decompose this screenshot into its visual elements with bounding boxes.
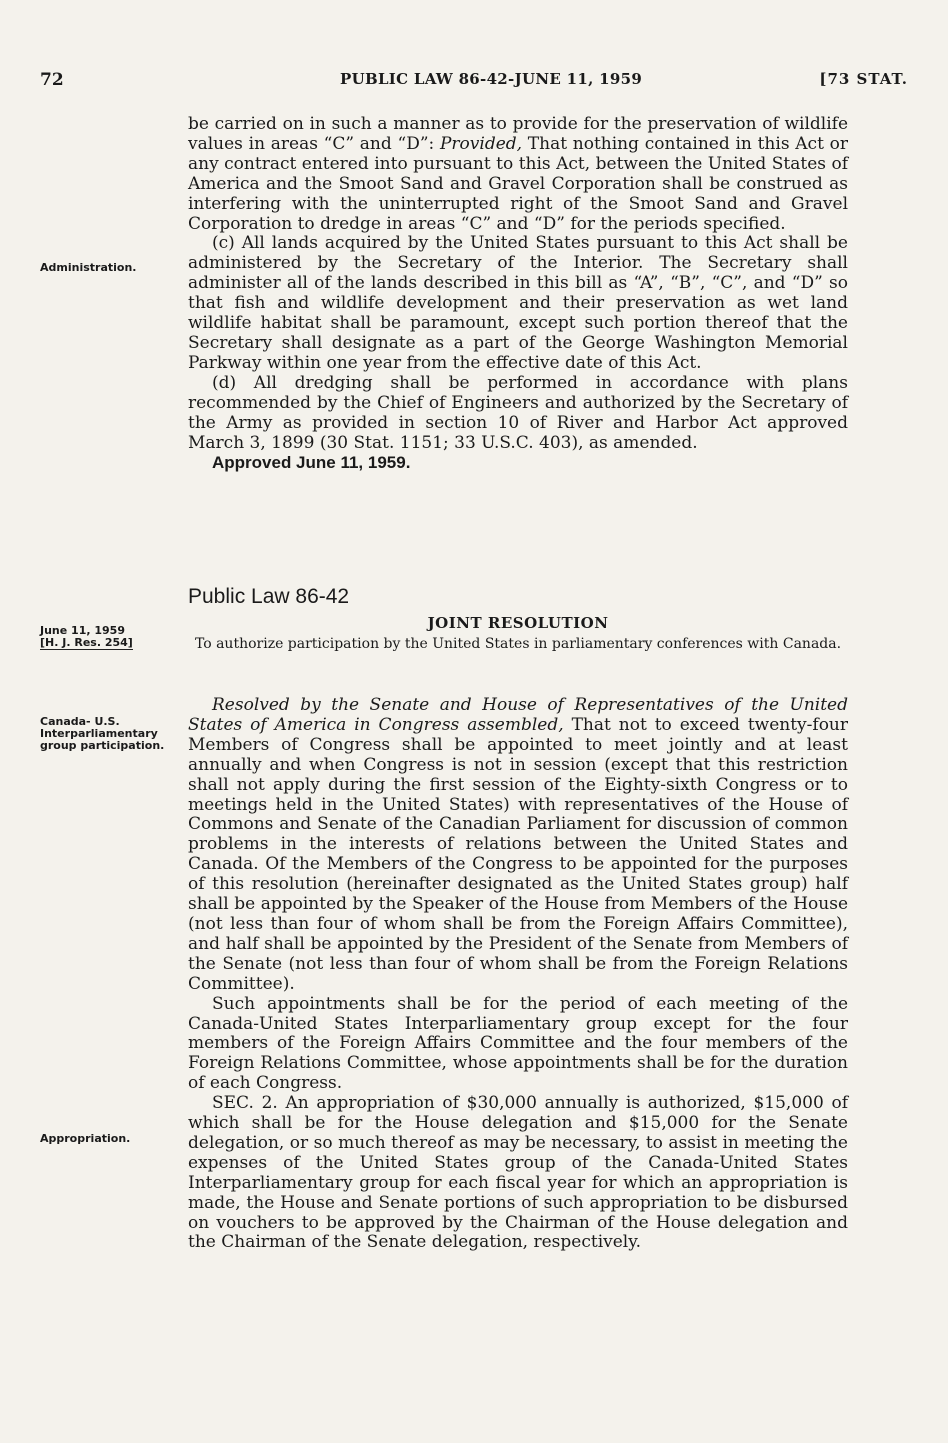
prev-law-body bbox=[188, 115, 848, 473]
margin-note-date: June 11, 1959 bbox=[40, 624, 125, 637]
public-law-title: Public Law 86-42 bbox=[188, 585, 350, 608]
page-header bbox=[40, 70, 908, 94]
appointments-paragraph: Such appointments shall be for the period of each meeting of the Canada-United States Interparliamentary group except for the four members of the Foreign Affairs Committee and the four members of the Foreign Relations Committee, whose appointments shall be for the duration of each Congress. bbox=[188, 993, 848, 1094]
margin-note-appropriation: Appropriation. bbox=[40, 1132, 131, 1145]
running-title: PUBLIC LAW 86-42-JUNE 11, 1959 bbox=[340, 70, 643, 88]
paragraph-continuation: be carried on in such a manner as to provide for the preservation of wildlife values in areas “C” and “D”: Provided, That nothing contained in this Act or any contract entered into pursuant to this Act, between the United States of America and the Smoot Sand and Gravel Corporation shall be construed as interfering with the uninterrupted right of the Smoot Sand and Gravel Corporation to dredge in areas “C” and “D” for the periods specified. bbox=[188, 114, 848, 234]
page-number: 72 bbox=[40, 70, 64, 90]
approved-date: Approved June 11, 1959. bbox=[212, 453, 411, 473]
joint-resolution-heading: JOINT RESOLUTION bbox=[427, 614, 609, 632]
new-law-body bbox=[188, 696, 848, 1253]
margin-note-canada-group: Canada- U.S. Interparliamentary group participation. bbox=[40, 715, 165, 752]
paragraph-d: (d) All dredging shall be performed in accordance with plans recommended by the Chief of Engineers and authorized by the Secretary of the Army as provided in section 10 of River and Harbor Act approved March 3, 1899 (30 Stat. 1151; 33 U.S.C. 403), as amended. bbox=[188, 372, 848, 453]
margin-note-resolution-ref: [H. J. Res. 254] bbox=[40, 636, 133, 649]
paragraph-c: (c) All lands acquired by the United States pursuant to this Act shall be administered by the Secretary of the Interior. The Secretary shall administer all of the lands described in this bill as “A”, “B”, “C”, and “D” so that fish and wildlife development and their preservation as wet land wildlife habitat shall be paramount, except such portion thereof that the Secretary shall designate as a part of the George Washington Memorial Parkway within one year from the effective date of this Act. bbox=[188, 233, 848, 373]
resolution-subtitle: To authorize participation by the United States in parliamentary conferences with Canada. bbox=[194, 636, 842, 652]
statute-reference: [73 STAT. bbox=[819, 70, 908, 88]
margin-note-date-block bbox=[40, 625, 190, 650]
margin-note-administration: Administration. bbox=[40, 261, 137, 274]
section-2-paragraph: SEC. 2. An appropriation of $30,000 annually is authorized, $15,000 of which shall be for the House delegation and $15,000 for the Senate delegation, or so much thereof as may be necessary, to assist in meeting the expenses of the United States group of the Canada-United States Interparliamentary group for each fiscal year for which an appropriation is made, the House and Senate portions of such appropriation to be disbursed on vouchers to be approved by the Chairman of the House delegation and the Chairman of the Senate delegation, respectively. bbox=[188, 1093, 848, 1253]
resolved-paragraph: Resolved by the Senate and House of Representatives of the United States of America in Congress assembled, That not to exceed twenty-four Members of Congress shall be appointed to meet jointly and at least annually and when Congress is not in session (except that this restriction shall not apply during the first session of the Eighty-sixth Congress or to meetings held in the United States) with representatives of the House of Commons and Senate of the Canadian Parliament for discussion of common problems in the interests of relations between the United States and Canada. Of the Members of the Congress to be appointed for the purposes of this resolution (hereinafter designated as the United States group) half shall be appointed by the Speaker of the House from Members of the House (not less than four of whom shall be from the Foreign Affairs Committee), and half shall be appointed by the President of the Senate from Members of the Senate (not less than four of whom shall be from the Foreign Relations Committee). bbox=[188, 695, 848, 994]
